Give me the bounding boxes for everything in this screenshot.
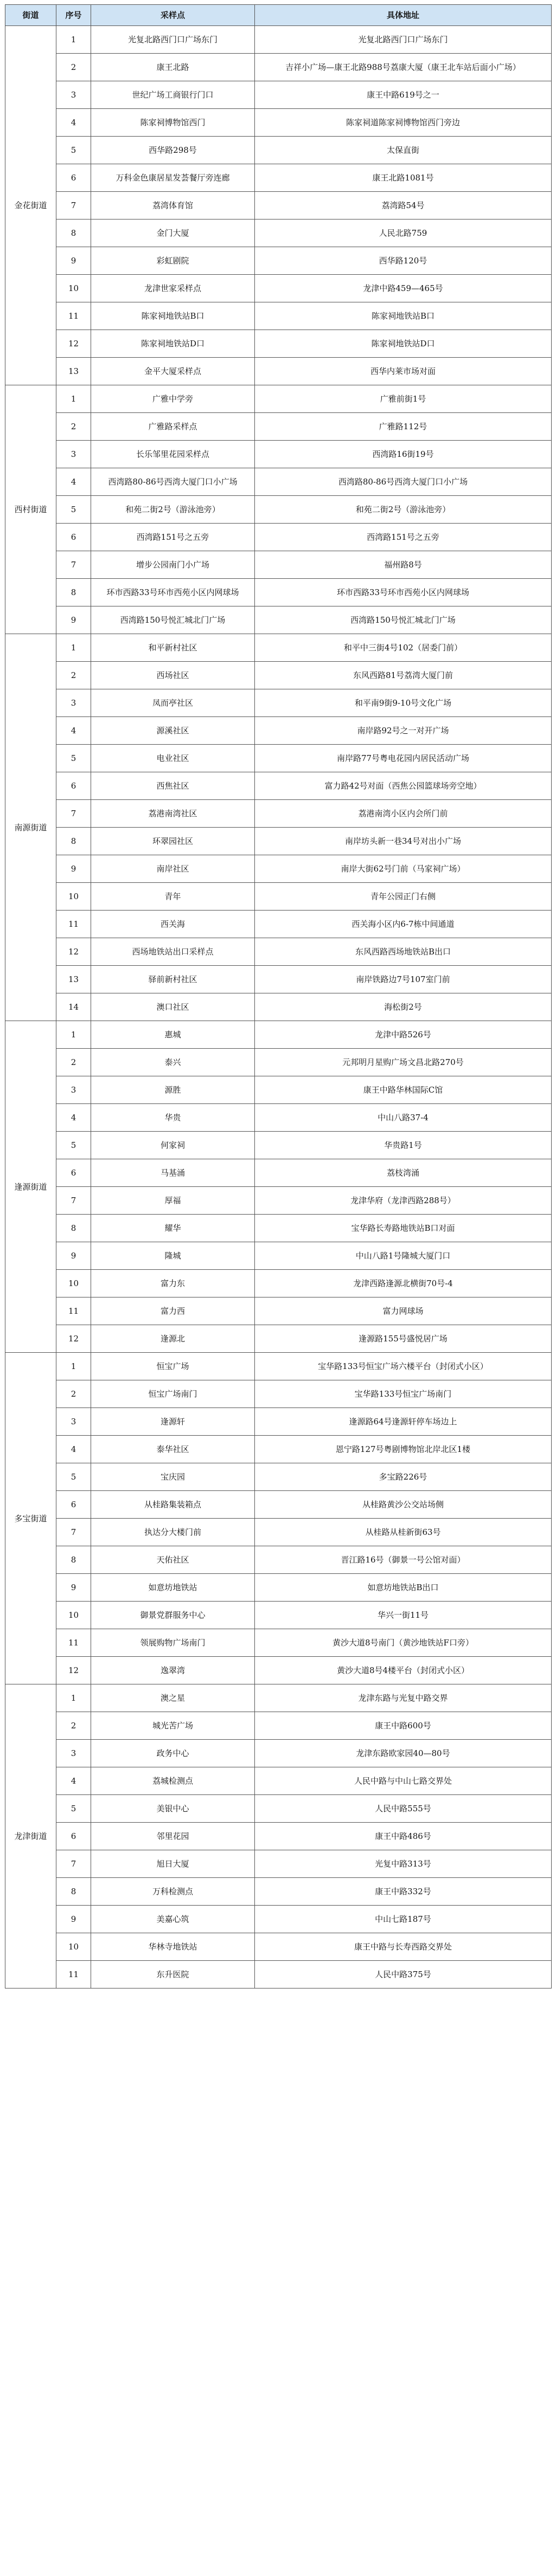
table-row	[5, 1380, 552, 1408]
row-number-cell: 5	[56, 496, 91, 524]
sampling-point-cell: 惠城	[91, 1021, 255, 1049]
sampling-point-cell: 万科金色康居星发荟餐厅旁连廊	[91, 164, 255, 192]
row-number-cell: 1	[56, 385, 91, 413]
row-number-cell: 11	[56, 302, 91, 330]
address-cell: 康王中路486号	[255, 1823, 552, 1850]
sampling-point-cell: 驿前新村社区	[91, 966, 255, 993]
header-address: 具体地址	[255, 5, 552, 26]
sampling-point-cell: 美嘉心筑	[91, 1906, 255, 1933]
row-number-cell: 12	[56, 938, 91, 966]
row-number-cell: 10	[56, 1602, 91, 1629]
sampling-point-cell: 恒宝广场	[91, 1353, 255, 1380]
address-cell: 东风西路81号荔湾大厦门前	[255, 662, 552, 689]
address-cell: 南岸大街62号门前（马家祠广场）	[255, 855, 552, 883]
table-row	[5, 938, 552, 966]
row-number-cell: 8	[56, 1546, 91, 1574]
address-cell: 康王中路华林国际C馆	[255, 1076, 552, 1104]
address-cell: 人民中路555号	[255, 1795, 552, 1823]
row-number-cell: 12	[56, 1325, 91, 1353]
table-row	[5, 551, 552, 579]
sampling-point-cell: 邻里花园	[91, 1823, 255, 1850]
sampling-point-cell: 何家祠	[91, 1132, 255, 1159]
row-number-cell: 9	[56, 855, 91, 883]
sampling-point-cell: 金平大厦采样点	[91, 358, 255, 385]
sampling-point-cell: 南岸社区	[91, 855, 255, 883]
table-row	[5, 1850, 552, 1878]
address-cell: 如意坊地铁站B出口	[255, 1574, 552, 1602]
address-cell: 太保直街	[255, 137, 552, 164]
row-number-cell: 11	[56, 1629, 91, 1657]
address-cell: 西华路120号	[255, 247, 552, 275]
address-cell: 康王中路600号	[255, 1712, 552, 1740]
row-number-cell: 11	[56, 1297, 91, 1325]
address-cell: 西湾路80-86号西湾大厦门口小广场	[255, 468, 552, 496]
table-row	[5, 1767, 552, 1795]
table-row	[5, 1906, 552, 1933]
row-number-cell: 7	[56, 1850, 91, 1878]
sampling-point-cell: 西湾路150号悦汇城北门广场	[91, 606, 255, 634]
address-cell: 中山七路187号	[255, 1906, 552, 1933]
address-cell: 荔枝湾涌	[255, 1159, 552, 1187]
address-cell: 黄沙大道8号南门（黄沙地铁站F口旁）	[255, 1629, 552, 1657]
table-row	[5, 330, 552, 358]
address-cell: 光复北路西门口广场东门	[255, 26, 552, 54]
sampling-point-cell: 美银中心	[91, 1795, 255, 1823]
sampling-point-cell: 康王北路	[91, 54, 255, 81]
table-row	[5, 1712, 552, 1740]
address-cell: 人民中路与中山七路交界处	[255, 1767, 552, 1795]
sampling-point-cell: 源胜	[91, 1076, 255, 1104]
table-row	[5, 358, 552, 385]
row-number-cell: 6	[56, 1491, 91, 1519]
row-number-cell: 1	[56, 634, 91, 662]
table-row	[5, 1132, 552, 1159]
address-cell: 陈家祠道陈家祠博物馆西门旁边	[255, 109, 552, 137]
street-name-cell: 南源街道	[5, 634, 56, 1021]
address-cell: 福州路8号	[255, 551, 552, 579]
row-number-cell: 2	[56, 1049, 91, 1076]
table-row	[5, 1325, 552, 1353]
table-row	[5, 1546, 552, 1574]
sampling-point-cell: 龙津世家采样点	[91, 275, 255, 302]
row-number-cell: 9	[56, 247, 91, 275]
sampling-point-cell: 源溪社区	[91, 717, 255, 745]
address-cell: 青年公园正门右侧	[255, 883, 552, 911]
header-street: 街道	[5, 5, 56, 26]
sampling-point-cell: 如意坊地铁站	[91, 1574, 255, 1602]
row-number-cell: 4	[56, 1767, 91, 1795]
address-cell: 荔湾路54号	[255, 192, 552, 219]
address-cell: 宝华路133号恒宝广场六楼平台（封闭式小区）	[255, 1353, 552, 1380]
address-cell: 康王中路与长寿西路交界处	[255, 1933, 552, 1961]
address-cell: 人民北路759	[255, 219, 552, 247]
address-cell: 海松街2号	[255, 993, 552, 1021]
address-cell: 华兴一街11号	[255, 1602, 552, 1629]
address-cell: 富力网球场	[255, 1297, 552, 1325]
sampling-point-cell: 东升医院	[91, 1961, 255, 1989]
row-number-cell: 1	[56, 26, 91, 54]
row-number-cell: 2	[56, 54, 91, 81]
table-row	[5, 800, 552, 828]
table-row	[5, 579, 552, 606]
table-row	[5, 468, 552, 496]
row-number-cell: 8	[56, 1878, 91, 1906]
row-number-cell: 3	[56, 1076, 91, 1104]
sampling-point-cell: 陈家祠博物馆西门	[91, 109, 255, 137]
address-cell: 富力路42号对面（西焦公园篮球场旁空地）	[255, 772, 552, 800]
table-row	[5, 993, 552, 1021]
row-number-cell: 2	[56, 662, 91, 689]
address-cell: 和平南9街9-10号文化广场	[255, 689, 552, 717]
row-number-cell: 10	[56, 883, 91, 911]
sampling-point-cell: 马基涌	[91, 1159, 255, 1187]
sampling-point-cell: 荔城检测点	[91, 1767, 255, 1795]
address-cell: 逢源路64号逢源轩停车场边上	[255, 1408, 552, 1436]
address-cell: 从桂路从桂新街63号	[255, 1519, 552, 1546]
row-number-cell: 4	[56, 109, 91, 137]
table-row	[5, 302, 552, 330]
address-cell: 中山八路37-4	[255, 1104, 552, 1132]
table-row	[5, 1657, 552, 1684]
address-cell: 光复中路313号	[255, 1850, 552, 1878]
row-number-cell: 7	[56, 551, 91, 579]
sampling-point-cell: 陈家祠地铁站D口	[91, 330, 255, 358]
sampling-point-cell: 光复北路西门口广场东门	[91, 26, 255, 54]
address-cell: 康王中路332号	[255, 1878, 552, 1906]
row-number-cell: 9	[56, 1906, 91, 1933]
table-row	[5, 219, 552, 247]
sampling-point-cell: 澳口社区	[91, 993, 255, 1021]
address-cell: 人民中路375号	[255, 1961, 552, 1989]
table-row	[5, 1933, 552, 1961]
table-row	[5, 1021, 552, 1049]
table-row	[5, 26, 552, 54]
row-number-cell: 11	[56, 1961, 91, 1989]
street-name-cell: 逢源街道	[5, 1021, 56, 1353]
table-row	[5, 1242, 552, 1270]
table-row	[5, 1187, 552, 1215]
row-number-cell: 3	[56, 1740, 91, 1767]
street-name-cell: 龙津街道	[5, 1684, 56, 1989]
row-number-cell: 7	[56, 800, 91, 828]
sampling-point-cell: 广雅路采样点	[91, 413, 255, 441]
sampling-point-cell: 凤而亭社区	[91, 689, 255, 717]
address-cell: 中山八路1号隆城大厦门口	[255, 1242, 552, 1270]
sampling-point-cell: 陈家祠地铁站B口	[91, 302, 255, 330]
table-body	[5, 26, 552, 1989]
row-number-cell: 10	[56, 1270, 91, 1297]
sampling-point-cell: 富力东	[91, 1270, 255, 1297]
table-row	[5, 1463, 552, 1491]
sampling-point-cell: 逢源北	[91, 1325, 255, 1353]
address-cell: 吉祥小广场—康王北路988号荔康大厦（康王北车站后面小广场）	[255, 54, 552, 81]
row-number-cell: 7	[56, 192, 91, 219]
address-cell: 逢源路155号盛悦居广场	[255, 1325, 552, 1353]
table-row	[5, 1076, 552, 1104]
table-row	[5, 883, 552, 911]
sampling-point-cell: 宝庆园	[91, 1463, 255, 1491]
table-row	[5, 689, 552, 717]
sampling-point-cell: 泰兴	[91, 1049, 255, 1076]
row-number-cell: 6	[56, 524, 91, 551]
sampling-point-cell: 荔港南湾社区	[91, 800, 255, 828]
table-row	[5, 1878, 552, 1906]
table-row	[5, 1795, 552, 1823]
sampling-point-cell: 广雅中学旁	[91, 385, 255, 413]
address-cell: 龙津中路459—465号	[255, 275, 552, 302]
table-row	[5, 524, 552, 551]
address-cell: 宝华路133号恒宝广场南门	[255, 1380, 552, 1408]
address-cell: 龙津西路逢源北横街70号-4	[255, 1270, 552, 1297]
table-row	[5, 1602, 552, 1629]
table-row	[5, 192, 552, 219]
row-number-cell: 3	[56, 1408, 91, 1436]
row-number-cell: 10	[56, 275, 91, 302]
sampling-point-cell: 金门大厦	[91, 219, 255, 247]
sampling-point-cell: 隆城	[91, 1242, 255, 1270]
table-row	[5, 1740, 552, 1767]
address-cell: 黄沙大道8号4楼平台（封闭式小区）	[255, 1657, 552, 1684]
address-cell: 东风西路西场地铁站B出口	[255, 938, 552, 966]
row-number-cell: 6	[56, 1823, 91, 1850]
row-number-cell: 12	[56, 1657, 91, 1684]
row-number-cell: 2	[56, 413, 91, 441]
table-row	[5, 745, 552, 772]
sampling-point-cell: 逢源轩	[91, 1408, 255, 1436]
address-cell: 晋江路16号（御景一号公馆对面）	[255, 1546, 552, 1574]
table-row	[5, 441, 552, 468]
table-row	[5, 1049, 552, 1076]
address-cell: 康王北路1081号	[255, 164, 552, 192]
street-name-cell: 西村街道	[5, 385, 56, 634]
table-header-row	[5, 5, 552, 26]
table-row	[5, 247, 552, 275]
address-cell: 恩宁路127号粤剧博物馆北岸北区1楼	[255, 1436, 552, 1463]
address-cell: 南岸坊头新一巷34号对出小广场	[255, 828, 552, 855]
street-name-cell: 金花街道	[5, 26, 56, 385]
row-number-cell: 2	[56, 1712, 91, 1740]
row-number-cell: 6	[56, 164, 91, 192]
row-number-cell: 8	[56, 828, 91, 855]
table-row	[5, 1408, 552, 1436]
address-cell: 和平中三街4号102（居委门前）	[255, 634, 552, 662]
table-row	[5, 275, 552, 302]
sampling-point-cell: 厚福	[91, 1187, 255, 1215]
table-row	[5, 1684, 552, 1712]
row-number-cell: 1	[56, 1021, 91, 1049]
address-cell: 南岸铁路边7号107室门前	[255, 966, 552, 993]
address-cell: 多宝路226号	[255, 1463, 552, 1491]
sampling-point-cell: 华林寺地铁站	[91, 1933, 255, 1961]
row-number-cell: 2	[56, 1380, 91, 1408]
sampling-point-cell: 西场社区	[91, 662, 255, 689]
row-number-cell: 8	[56, 1215, 91, 1242]
table-row	[5, 1961, 552, 1989]
table-row	[5, 634, 552, 662]
address-cell: 陈家祠地铁站B口	[255, 302, 552, 330]
row-number-cell: 5	[56, 1463, 91, 1491]
row-number-cell: 1	[56, 1684, 91, 1712]
row-number-cell: 13	[56, 358, 91, 385]
sampling-points-sheet	[5, 4, 551, 1989]
sampling-point-cell: 电业社区	[91, 745, 255, 772]
row-number-cell: 8	[56, 579, 91, 606]
sampling-point-cell: 和平新村社区	[91, 634, 255, 662]
table-row	[5, 911, 552, 938]
row-number-cell: 3	[56, 689, 91, 717]
sampling-point-cell: 环市西路33号环市西苑小区内网球场	[91, 579, 255, 606]
table-row	[5, 1491, 552, 1519]
address-cell: 从桂路黄沙公交站场侧	[255, 1491, 552, 1519]
sampling-point-cell: 天佑社区	[91, 1546, 255, 1574]
address-cell: 南岸路77号粤电花园内居民活动广场	[255, 745, 552, 772]
sampling-point-cell: 澳之星	[91, 1684, 255, 1712]
table-row	[5, 413, 552, 441]
street-name-cell: 多宝街道	[5, 1353, 56, 1684]
table-row	[5, 1823, 552, 1850]
table-row	[5, 1574, 552, 1602]
address-cell: 西湾路151号之五旁	[255, 524, 552, 551]
table-row	[5, 1436, 552, 1463]
row-number-cell: 8	[56, 219, 91, 247]
row-number-cell: 4	[56, 1104, 91, 1132]
address-cell: 环市西路33号环市西苑小区内网球场	[255, 579, 552, 606]
row-number-cell: 3	[56, 81, 91, 109]
sampling-point-cell: 增步公园南门小广场	[91, 551, 255, 579]
sampling-point-cell: 世纪广场工商银行门口	[91, 81, 255, 109]
sampling-point-cell: 青年	[91, 883, 255, 911]
row-number-cell: 5	[56, 1795, 91, 1823]
sampling-point-cell: 耀华	[91, 1215, 255, 1242]
address-cell: 西湾路16街19号	[255, 441, 552, 468]
table-row	[5, 1215, 552, 1242]
sampling-points-table	[5, 4, 552, 1989]
sampling-point-cell: 西关海	[91, 911, 255, 938]
sampling-point-cell: 和苑二街2号（游泳池旁）	[91, 496, 255, 524]
table-row	[5, 1353, 552, 1380]
sampling-point-cell: 政务中心	[91, 1740, 255, 1767]
row-number-cell: 5	[56, 745, 91, 772]
row-number-cell: 7	[56, 1187, 91, 1215]
table-row	[5, 828, 552, 855]
table-row	[5, 109, 552, 137]
sampling-point-cell: 西焦社区	[91, 772, 255, 800]
table-row	[5, 1159, 552, 1187]
sampling-point-cell: 旭日大厦	[91, 1850, 255, 1878]
table-row	[5, 496, 552, 524]
sampling-point-cell: 富力西	[91, 1297, 255, 1325]
sampling-point-cell: 城光苦广场	[91, 1712, 255, 1740]
sampling-point-cell: 彩虹剧院	[91, 247, 255, 275]
table-row	[5, 717, 552, 745]
table-row	[5, 772, 552, 800]
table-row	[5, 385, 552, 413]
sampling-point-cell: 华贵	[91, 1104, 255, 1132]
row-number-cell: 13	[56, 966, 91, 993]
table-row	[5, 855, 552, 883]
sampling-point-cell: 御景党群服务中心	[91, 1602, 255, 1629]
row-number-cell: 4	[56, 717, 91, 745]
address-cell: 元邦明月星购广场文昌北路270号	[255, 1049, 552, 1076]
address-cell: 广雅路112号	[255, 413, 552, 441]
header-point: 采样点	[91, 5, 255, 26]
row-number-cell: 9	[56, 606, 91, 634]
address-cell: 南岸路92号之一对开广场	[255, 717, 552, 745]
row-number-cell: 14	[56, 993, 91, 1021]
table-row	[5, 1519, 552, 1546]
row-number-cell: 11	[56, 911, 91, 938]
table-row	[5, 164, 552, 192]
sampling-point-cell: 泰华社区	[91, 1436, 255, 1463]
address-cell: 龙津东路与光复中路交界	[255, 1684, 552, 1712]
table-row	[5, 1104, 552, 1132]
address-cell: 荔港南湾小区内会所门前	[255, 800, 552, 828]
address-cell: 宝华路长寿路地铁站B口对面	[255, 1215, 552, 1242]
row-number-cell: 9	[56, 1574, 91, 1602]
sampling-point-cell: 西华路298号	[91, 137, 255, 164]
sampling-point-cell: 荔湾体育馆	[91, 192, 255, 219]
row-number-cell: 5	[56, 1132, 91, 1159]
sampling-point-cell: 西湾路151号之五旁	[91, 524, 255, 551]
address-cell: 康王中路619号之一	[255, 81, 552, 109]
address-cell: 龙津华府（龙津西路288号）	[255, 1187, 552, 1215]
row-number-cell: 7	[56, 1519, 91, 1546]
row-number-cell: 3	[56, 441, 91, 468]
row-number-cell: 6	[56, 1159, 91, 1187]
sampling-point-cell: 西场地铁站出口采样点	[91, 938, 255, 966]
header-num: 序号	[56, 5, 91, 26]
address-cell: 龙津东路欧家园40—80号	[255, 1740, 552, 1767]
table-row	[5, 137, 552, 164]
sampling-point-cell: 执达分大楼门前	[91, 1519, 255, 1546]
table-row	[5, 54, 552, 81]
address-cell: 龙津中路526号	[255, 1021, 552, 1049]
address-cell: 华贵路1号	[255, 1132, 552, 1159]
sampling-point-cell: 恒宝广场南门	[91, 1380, 255, 1408]
address-cell: 西湾路150号悦汇城北门广场	[255, 606, 552, 634]
table-row	[5, 606, 552, 634]
row-number-cell: 5	[56, 137, 91, 164]
table-row	[5, 966, 552, 993]
sampling-point-cell: 环翠园社区	[91, 828, 255, 855]
table-row	[5, 662, 552, 689]
address-cell: 和苑二街2号（游泳池旁）	[255, 496, 552, 524]
address-cell: 陈家祠地铁站D口	[255, 330, 552, 358]
sampling-point-cell: 万科检测点	[91, 1878, 255, 1906]
table-row	[5, 1270, 552, 1297]
address-cell: 西关海小区内6-7栋中间通道	[255, 911, 552, 938]
address-cell: 西华内莱市场对面	[255, 358, 552, 385]
sampling-point-cell: 长乐邹里花园采样点	[91, 441, 255, 468]
table-row	[5, 1297, 552, 1325]
sampling-point-cell: 西湾路80-86号西湾大厦门口小广场	[91, 468, 255, 496]
table-row	[5, 1629, 552, 1657]
row-number-cell: 4	[56, 1436, 91, 1463]
row-number-cell: 9	[56, 1242, 91, 1270]
row-number-cell: 12	[56, 330, 91, 358]
sampling-point-cell: 领展购物广场南门	[91, 1629, 255, 1657]
address-cell: 广雅前街1号	[255, 385, 552, 413]
row-number-cell: 1	[56, 1353, 91, 1380]
row-number-cell: 4	[56, 468, 91, 496]
row-number-cell: 6	[56, 772, 91, 800]
table-row	[5, 81, 552, 109]
row-number-cell: 10	[56, 1933, 91, 1961]
sampling-point-cell: 逸翠湾	[91, 1657, 255, 1684]
sampling-point-cell: 从桂路集装箱点	[91, 1491, 255, 1519]
